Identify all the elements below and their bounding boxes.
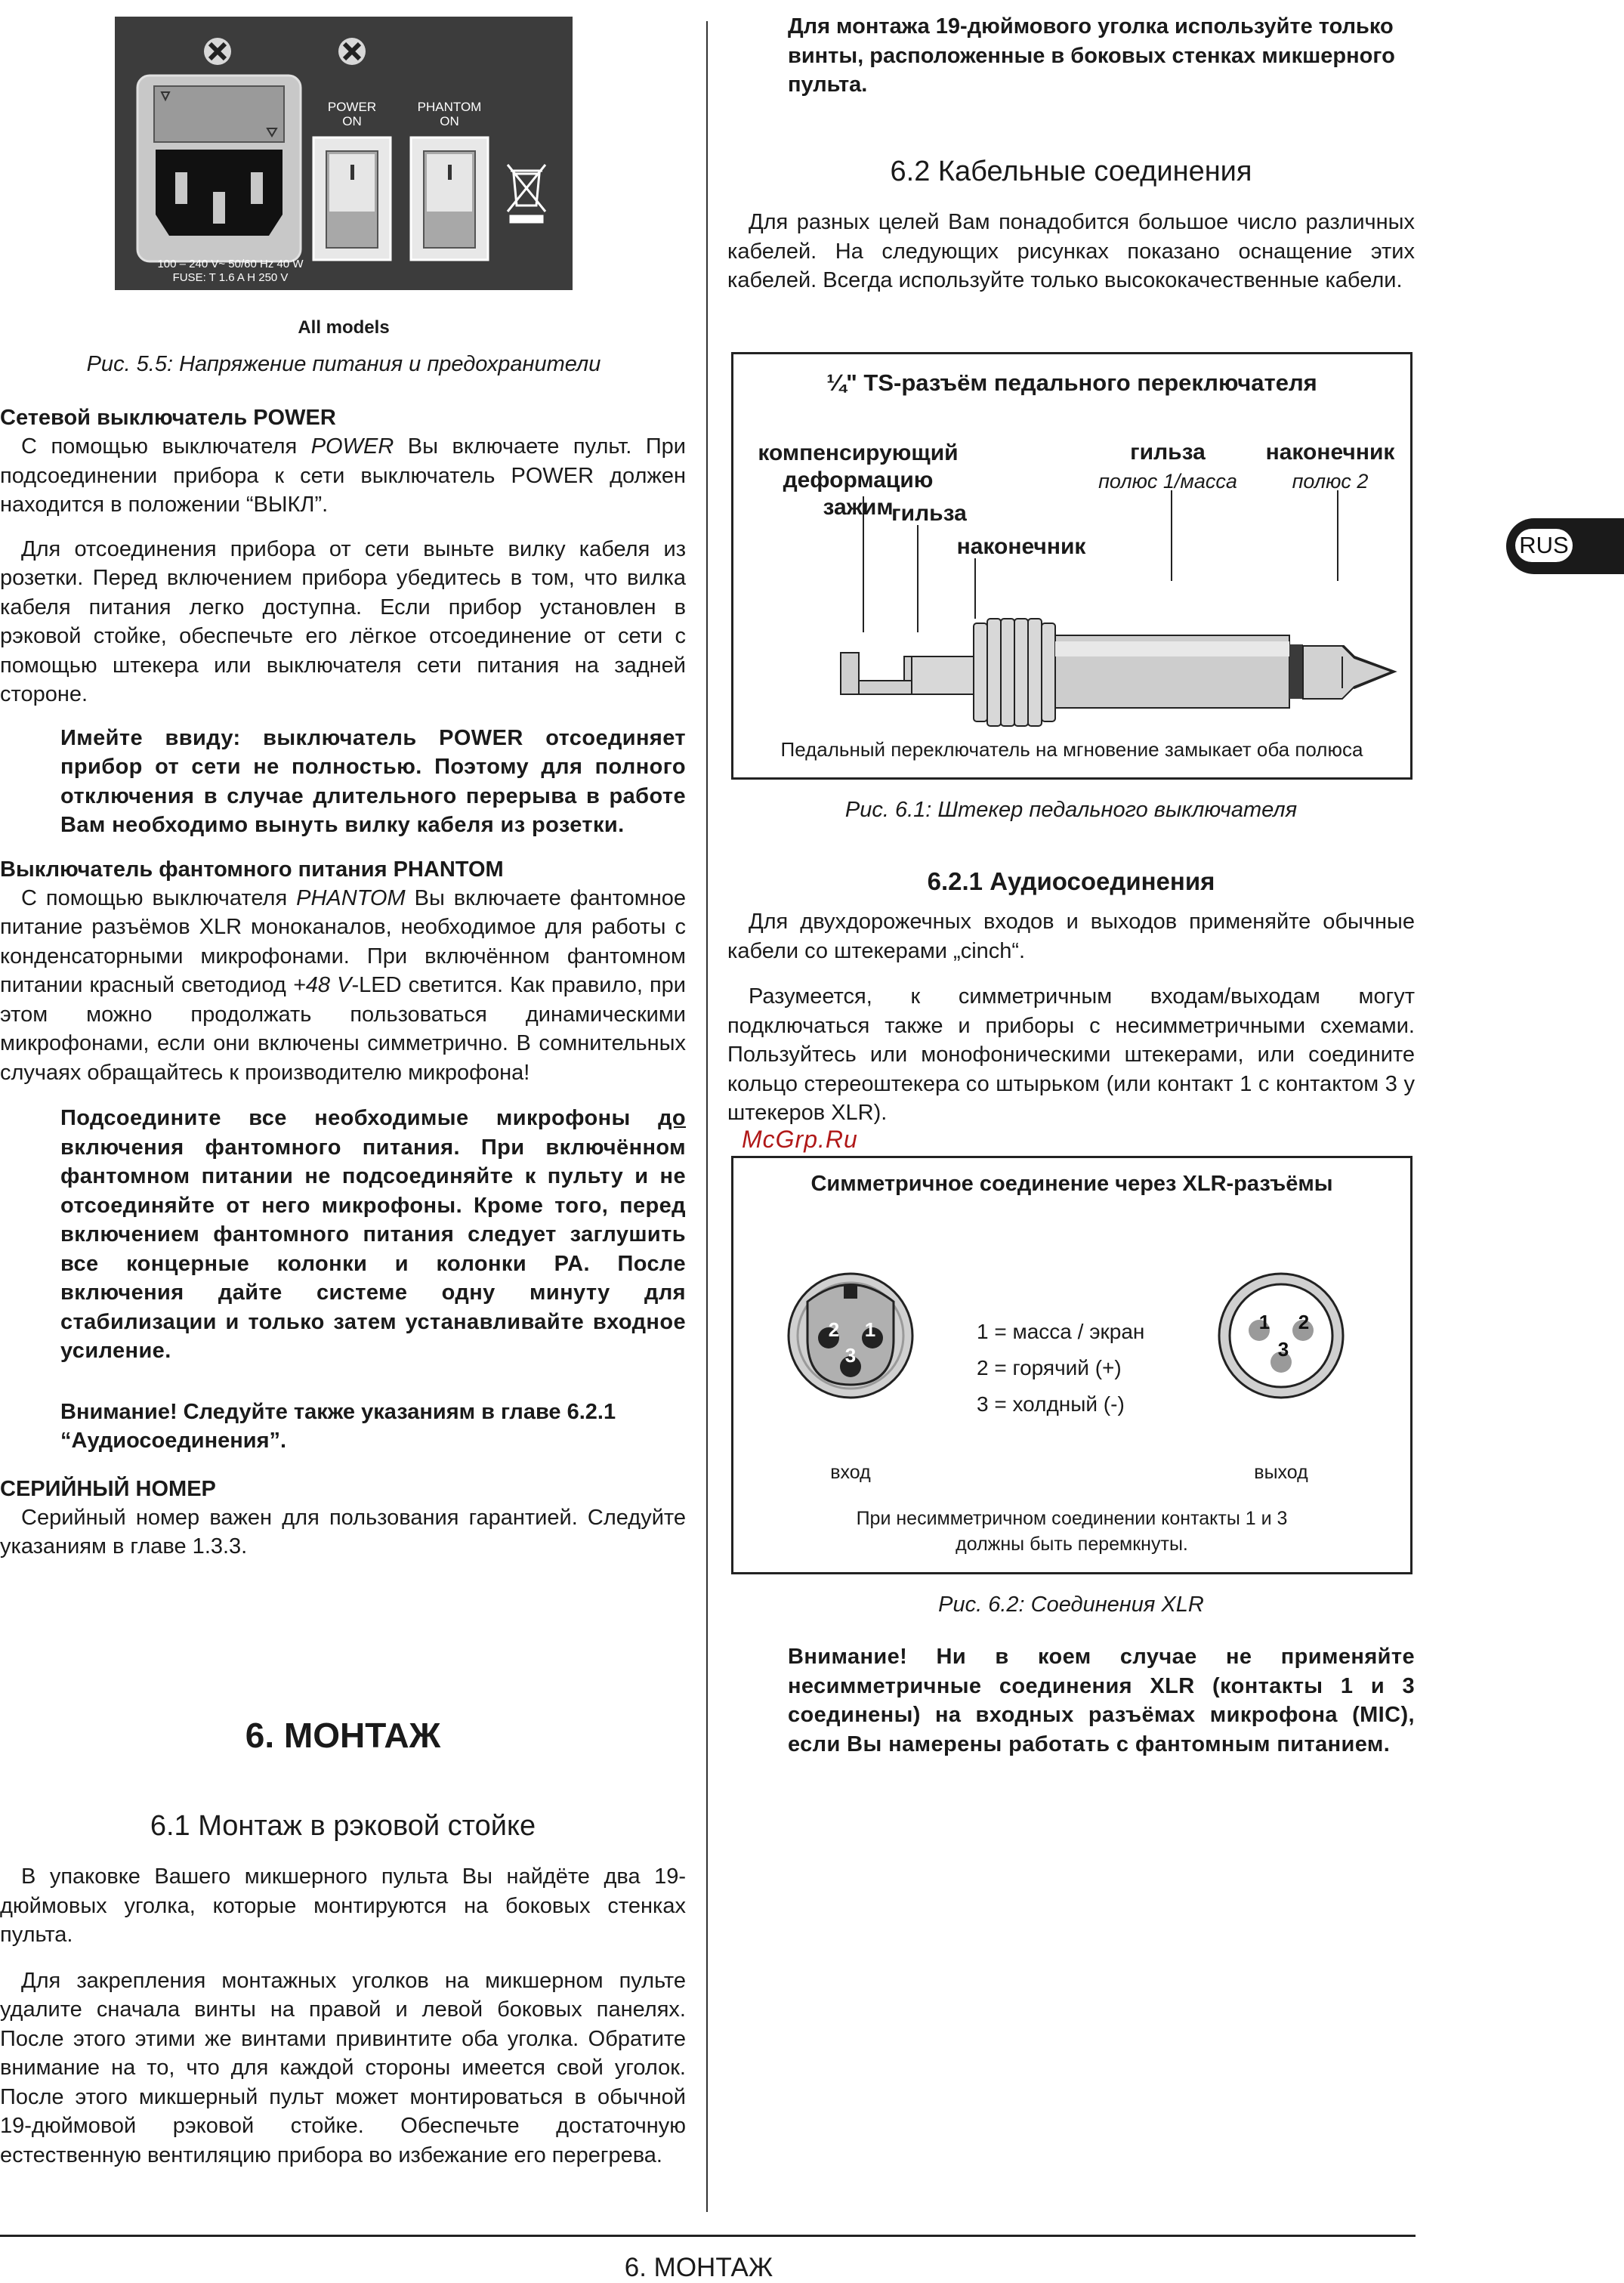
watermark-text: McGrp.Ru bbox=[742, 1126, 858, 1153]
chapter-heading: 6. МОНТАЖ bbox=[245, 1716, 441, 1755]
power-switch-warning: Имейте ввиду: выключатель POWER отсоединяет прибор от сети не полностью. Поэтому для полного отключения в случае длительного перерыва в работе Вам необходимо вынуть вилку кабеля из розетки. bbox=[60, 725, 686, 837]
xlr-male-connector bbox=[1217, 1271, 1345, 1400]
rack-mount-paragraph-1: В упаковке Вашего микшерного пульта Вы найдёте два 19-дюймовых уголка, которые монтируются на боковых стенках пульта. bbox=[0, 1864, 686, 1947]
strain-relief-label: компенсирующий деформацию зажим bbox=[758, 440, 959, 520]
xlr-unbalanced-warning: Внимание! Ни в коем случае не применяйте несимметричные соединения XLR (контакты 1 и 3 соединены) на входных разъёмах микрофона (MIC), если Вы намерены работать с фантомным питанием. bbox=[788, 1645, 1415, 1756]
female-pin-1-label: 1 bbox=[864, 1318, 876, 1341]
power-label: POWER bbox=[327, 100, 377, 114]
sleeve-lug-label: гильза bbox=[891, 501, 967, 526]
rear-panel-illustration bbox=[115, 17, 573, 290]
iec-power-inlet bbox=[137, 76, 301, 261]
phantom-warning: Подсоедините все необходимые микрофоны до включения фантомного питания. При включённом фантомном питании не подсоединяйте к пульту и не отсоединяйте от него микрофоны. Кроме того, перед включением фантомного питания следует заглушить все концерные колонки и колонки PA. После включения дайте системе одну минуту для стабилизации и только затем устанавливайте входное усиление. bbox=[60, 1106, 686, 1363]
language-tab bbox=[1506, 518, 1624, 574]
pin-legend-1: 1 = масса / экран bbox=[977, 1320, 1145, 1343]
all-models-label: All models bbox=[298, 317, 390, 338]
unbalanced-note: При несимметричном соединении контакты 1 и 3 должны быть перемкнуты. bbox=[856, 1508, 1288, 1555]
serial-number-heading: СЕРИЙНЫЙ НОМЕР bbox=[0, 1476, 216, 1501]
footer-chapter-title: 6. МОНТАЖ bbox=[624, 2253, 773, 2282]
figure-6-2-box bbox=[731, 1156, 1413, 1574]
xlr-female-connector bbox=[786, 1271, 915, 1400]
cables-paragraph: Для разных целей Вам понадобится большое число различных кабелей. На следующих рисунках показано оснащение этих кабелей. Всегда используйте только высококачественные кабели. bbox=[727, 210, 1415, 292]
power-switch-heading: Сетевой выключатель POWER bbox=[0, 406, 336, 430]
power-switch-paragraph-1: С помощью выключателя POWER Вы включаете пульт. При подсоединении прибора к сети выключатель POWER должен находится в положении “ВЫКЛ”. bbox=[0, 434, 686, 517]
section-6-1-heading: 6.1 Монтаж в рэковой стойке bbox=[150, 1810, 536, 1842]
figure-6-2-title: Симметричное соединение через XLR-разъёмы bbox=[810, 1172, 1333, 1196]
pin-legend-3: 3 = холдный (-) bbox=[977, 1392, 1125, 1416]
rack-mount-paragraph-2: Для закрепления монтажных уголков на микшерном пульте удалите сначала винты на правой и левой боковых панелях. После этого этими же винтами привинтите оба уголка. Обратите внимание на то, что для каждой стороны имеется свой уголок. После этого микшерный пульт может монтироваться в обычной 19-дюймовой рэковой стойке. Обеспечьте достаточную естественную вентиляцию прибора во избежание его перегрева. bbox=[0, 1968, 686, 2167]
audio-connections-paragraph-1: Для двухдорожечных входов и выходов применяйте обычные кабели со штекерами „cinch“. bbox=[727, 910, 1415, 963]
figure-6-1-caption: Рис. 6.1: Штекер педального выключателя bbox=[844, 798, 1298, 822]
figure-5-5-caption: Рис. 5.5: Напряжение питания и предохранители bbox=[86, 352, 601, 376]
phantom-on-label: ON bbox=[440, 114, 459, 128]
screw-icon bbox=[204, 38, 231, 65]
female-pin-3-label: 3 bbox=[844, 1344, 857, 1367]
phantom-attention-note: Внимание! Следуйте также указаниям в главе 6.2.1 “Аудиосоединения”. bbox=[60, 1399, 616, 1453]
power-rating-text: 100 – 240 V~ 50/60 Hz 40 W bbox=[157, 258, 304, 270]
section-6-2-1-body bbox=[727, 907, 1415, 1128]
language-tab-label: RUS bbox=[1519, 532, 1569, 558]
figure-6-1-title: ¼" TS-разъём педального переключателя bbox=[826, 369, 1317, 396]
sleeve-label: гильза bbox=[1130, 440, 1206, 465]
pin-legend bbox=[977, 1314, 1144, 1423]
tip-sublabel: полюс 2 bbox=[1292, 470, 1369, 493]
phantom-switch bbox=[411, 137, 488, 260]
column-divider bbox=[706, 21, 708, 2212]
left-column bbox=[0, 403, 686, 1562]
male-pin-2-label: 2 bbox=[1298, 1311, 1310, 1333]
phantom-switch-heading: Выключатель фантомного питания PHANTOM bbox=[0, 857, 504, 882]
power-on-label: ON bbox=[342, 114, 362, 128]
sleeve-sublabel: полюс 1/масса bbox=[1098, 470, 1237, 493]
quarter-inch-plug-drawing bbox=[733, 354, 1410, 777]
output-label: выход bbox=[1254, 1462, 1308, 1483]
phantom-label: PHANTOM bbox=[417, 100, 482, 114]
footswitch-note: Педальный переключатель на мгновение замыкает оба полюса bbox=[780, 738, 1363, 761]
fuse-rating-text: FUSE: T 1.6 A H 250 V bbox=[172, 271, 289, 284]
rack-screws-note: Для монтажа 19-дюймового уголка используйте только винты, расположенные в боковых стенках микшерного пульта. bbox=[788, 14, 1395, 97]
figure-6-1-box bbox=[731, 352, 1413, 780]
power-switch bbox=[313, 137, 391, 260]
section-6-2-heading: 6.2 Кабельные соединения bbox=[890, 156, 1252, 187]
figure-6-2-caption: Рис. 6.2: Соединения XLR bbox=[938, 1593, 1204, 1617]
section-6-2-1-heading: 6.2.1 Аудиосоединения bbox=[927, 867, 1215, 895]
male-pin-1-label: 1 bbox=[1258, 1311, 1270, 1333]
female-pin-2-label: 2 bbox=[828, 1318, 840, 1341]
figure-rear-panel bbox=[115, 17, 573, 290]
power-switch-paragraph-2: Для отсоединения прибора от сети выньте вилку кабеля из розетки. Перед включением прибора убедитесь в том, что вилка кабеля питания легко доступна. Если прибор установлен в рэковой стойке, обеспечьте его лёгкое отсоединение от сети с помощью штекера или выключателя сети питания на задней стороне. bbox=[0, 536, 686, 706]
male-pin-3-label: 3 bbox=[1277, 1338, 1289, 1361]
serial-number-paragraph: Серийный номер важен для пользования гарантией. Следуйте указаниям в главе 1.3.3. bbox=[0, 1505, 686, 1559]
tip-label: наконечник bbox=[1265, 440, 1395, 465]
phantom-switch-paragraph: С помощью выключателя PHANTOM Вы включаете фантомное питание разъёмов XLR моноканалов, необходимое для работы с конденсаторными микрофонами. При включённом фантомном питании красный светодиод +48 V-LED светится. Как правило, при этом можно продолжать пользоваться динамическими микрофонами, если они включены симметрично. В сомнительных случаях обращайтесь к производителю микрофона! bbox=[0, 885, 686, 1085]
screw-icon bbox=[338, 38, 366, 65]
footer-rule bbox=[0, 2235, 1416, 2237]
input-label: вход bbox=[830, 1462, 871, 1483]
audio-connections-paragraph-2: Разумеется, к симметричным входам/выходам могут подключаться также и приборы с несимметричными схемами. Пользуйтесь или монофоническими штекерами, или соедините кольцо стереоштекера со штырьком (или контакт 1 с контактом 3 у штекеров XLR). bbox=[727, 984, 1415, 1125]
section-6-1-body bbox=[0, 1862, 686, 2170]
tip-lug-label: наконечник bbox=[956, 534, 1086, 559]
pin-legend-2: 2 = горячий (+) bbox=[977, 1356, 1122, 1379]
